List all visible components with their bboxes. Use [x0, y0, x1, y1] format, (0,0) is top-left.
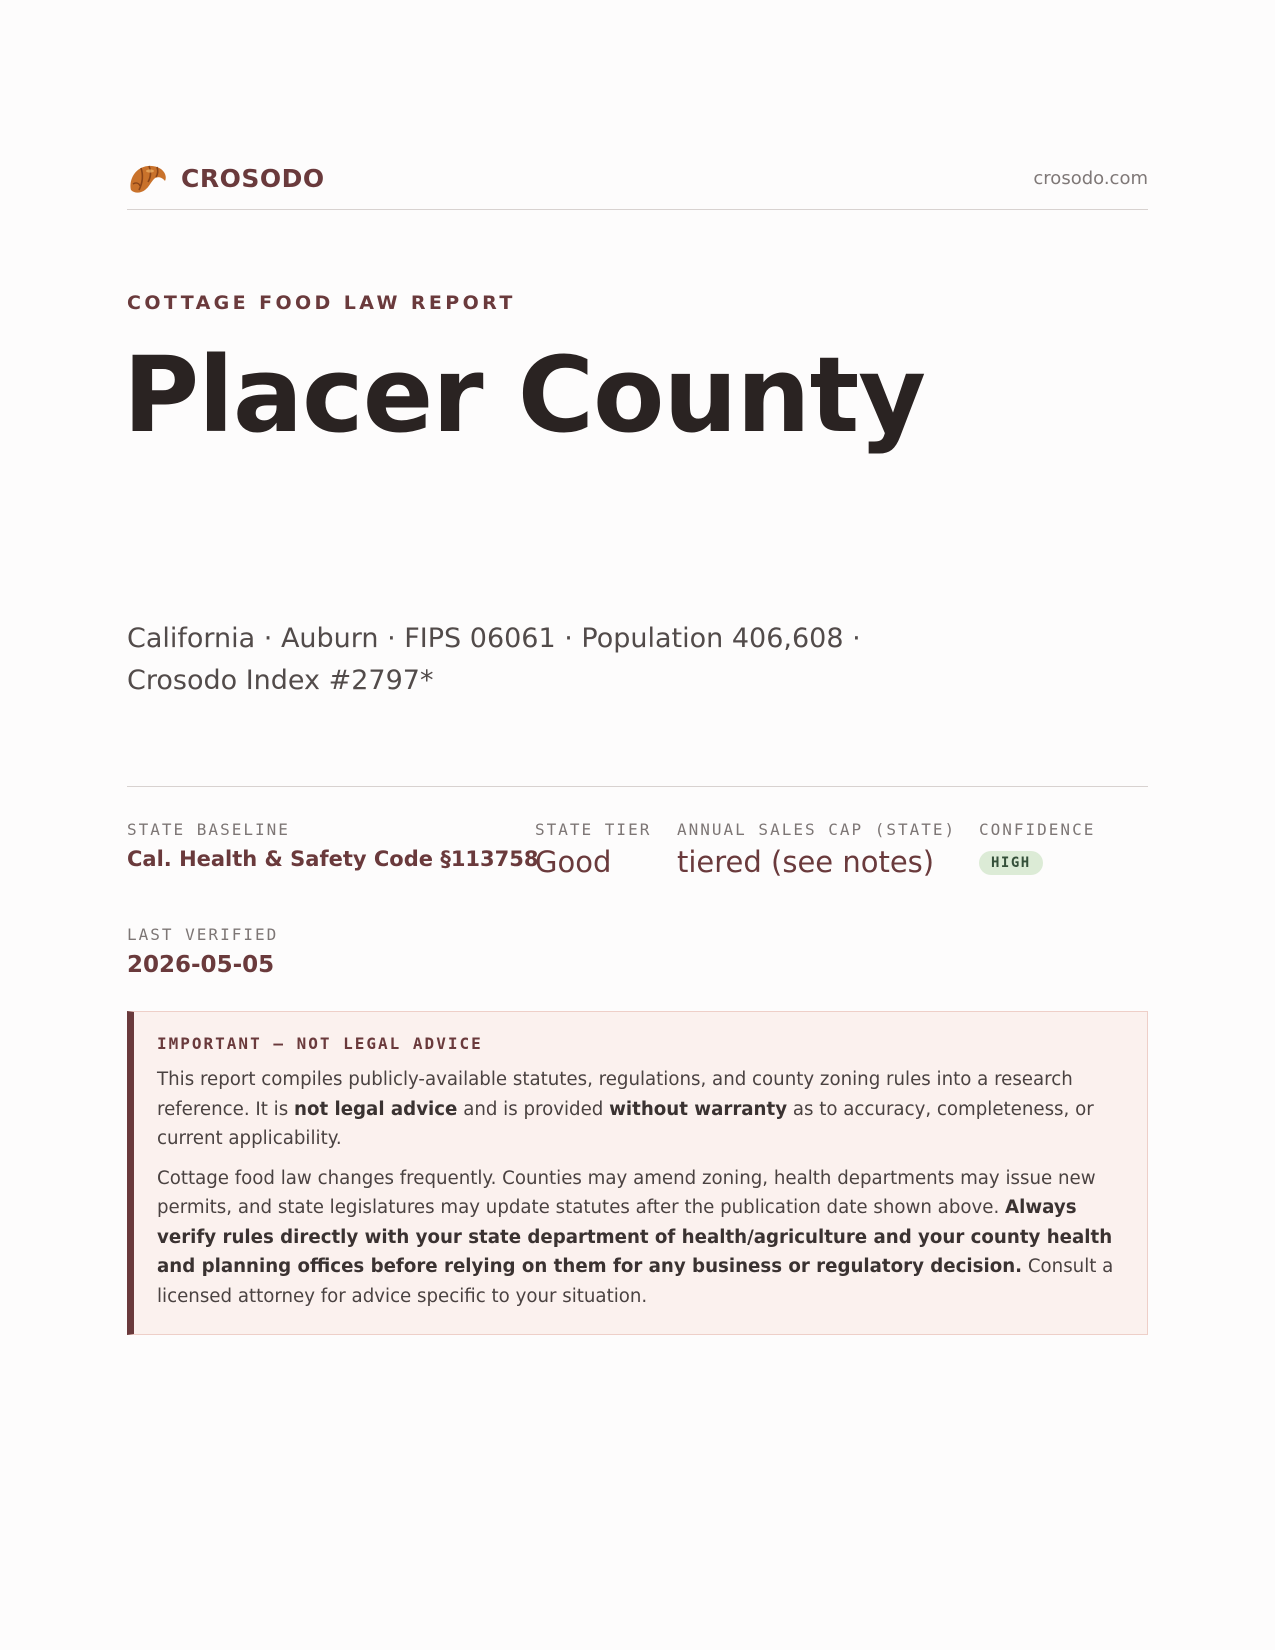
site-url[interactable]: crosodo.com	[1033, 168, 1148, 189]
brand	[127, 160, 325, 196]
stat-label: STATE TIER	[535, 820, 652, 839]
stat-label: STATE BASELINE	[127, 820, 290, 839]
notice-emphasis: Always verify rules directly with your state department of health/agriculture and your county health and planning offices before relying on them for any business or regulatory decision.	[157, 1197, 1113, 1277]
stat-confidence	[979, 820, 1095, 875]
stat-last-verified	[127, 925, 278, 978]
stat-value: Cal. Health & Safety Code §113758	[127, 847, 539, 871]
notice-paragraph	[157, 1065, 1121, 1154]
notice-text: and is provided	[457, 1098, 610, 1120]
croissant-icon	[127, 160, 169, 196]
stat-value: Good	[535, 845, 612, 879]
notice-emphasis: not legal advice	[294, 1098, 458, 1120]
stat-label: ANNUAL SALES CAP (STATE)	[677, 820, 957, 839]
notice-title: IMPORTANT — NOT LEGAL ADVICE	[157, 1034, 483, 1053]
county-summary-line-1: California · Auburn · FIPS 06061 · Population 406,608 ·	[127, 623, 861, 654]
stat-state-baseline	[127, 820, 539, 871]
county-summary-line-2: Crosodo Index #2797*	[127, 665, 434, 696]
stat-value: 2026-05-05	[127, 952, 275, 978]
notice-text: This report compiles publicly-available statutes, regulations, and county zoning rules into a research reference. It is	[157, 1069, 1073, 1120]
notice-text: Consult a licensed attorney for advice specific to your situation.	[157, 1256, 1114, 1307]
notice-text: as to accuracy, completeness, or current applicability.	[157, 1098, 1094, 1149]
stat-value: tiered (see notes)	[677, 845, 935, 879]
confidence-badge: HIGH	[979, 851, 1043, 875]
notice-text: Cottage food law changes frequently. Counties may amend zoning, health departments may issue new permits, and state legislatures may update statutes after the publication date shown above.	[157, 1167, 1096, 1218]
report-kicker: COTTAGE FOOD LAW REPORT	[127, 292, 516, 314]
county-summary	[127, 618, 907, 702]
stat-state-tier	[535, 820, 651, 879]
legal-notice	[127, 1011, 1148, 1335]
stats-divider	[127, 786, 1148, 787]
stat-label: LAST VERIFIED	[127, 925, 279, 944]
notice-paragraph	[157, 1164, 1121, 1312]
page-title: Placer County	[123, 334, 926, 456]
stat-label: CONFIDENCE	[979, 820, 1096, 839]
brand-name: CROSODO	[181, 163, 325, 193]
notice-emphasis: without warranty	[609, 1098, 788, 1120]
stat-annual-sales-cap	[677, 820, 956, 879]
page-header	[127, 160, 1148, 210]
